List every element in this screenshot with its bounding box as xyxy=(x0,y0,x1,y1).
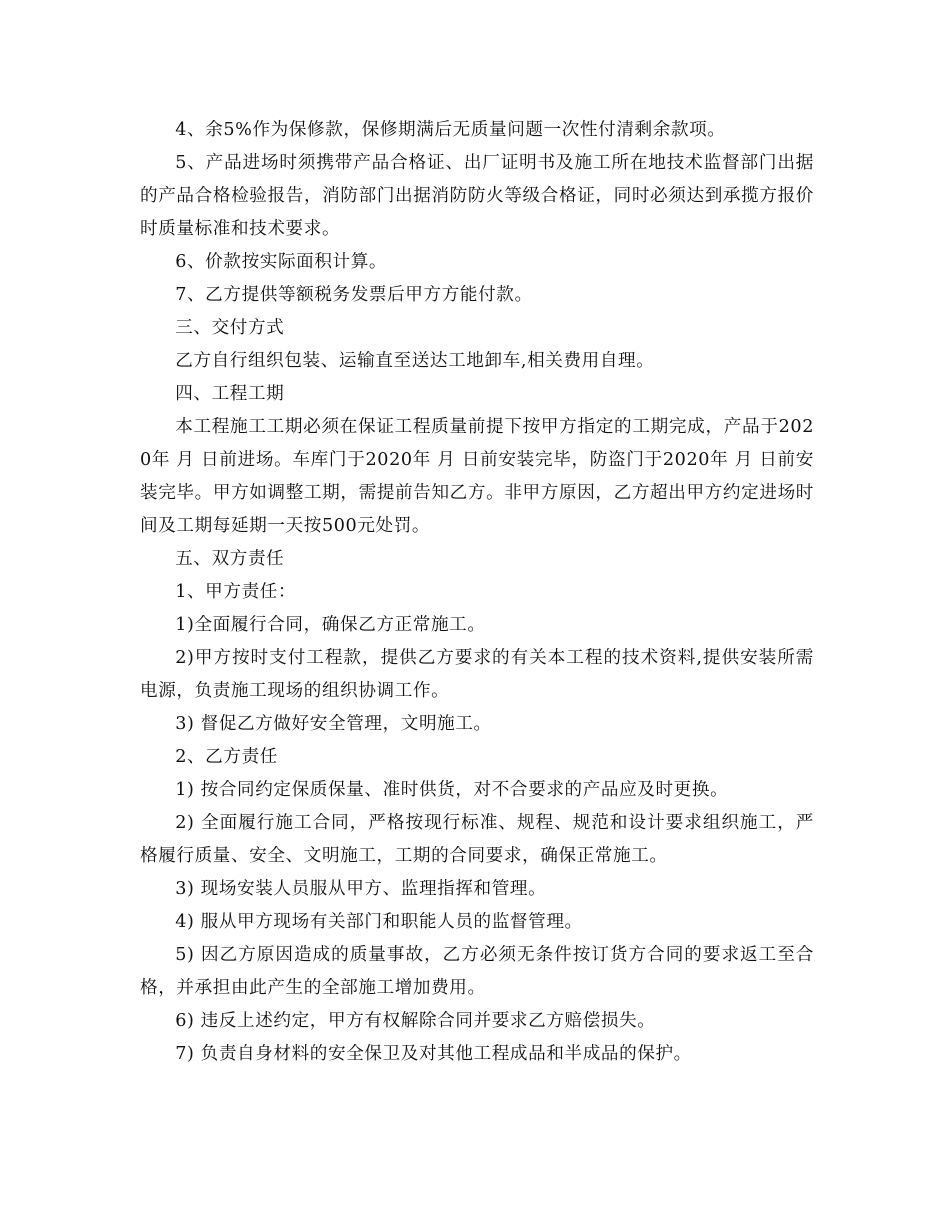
clause-product-certificates: 5、产品进场时须携带产品合格证、出厂证明书及施工所在地技术监督部门出据的产品合格检验报告，消防部门出据消防防火等级合格证，同时必须达到承揽方报价时质量标准和技术要求。 xyxy=(140,153,814,239)
clause-retention-payment: 4、余5%作为保修款，保修期满后无质量问题一次性付清剩余款项。 xyxy=(175,120,726,140)
clause-price-by-area: 6、价款按实际面积计算。 xyxy=(175,252,388,272)
party-b-item-7: 7) 负责自身材料的安全保卫及对其他工程成品和半成品的保护。 xyxy=(175,1044,692,1064)
party-a-item-3: 3) 督促乙方做好安全管理，文明施工。 xyxy=(175,714,492,734)
section-heading-schedule: 四、工程工期 xyxy=(175,384,285,404)
section-heading-delivery: 三、交付方式 xyxy=(175,318,285,338)
subheading-party-b: 2、乙方责任 xyxy=(175,747,278,767)
party-b-item-2: 2) 全面履行施工合同，严格按现行标准、规程、规范和设计要求组织施工，严格履行质量、安全、文明施工，工期的合同要求，确保正常施工。 xyxy=(140,813,814,866)
party-b-item-4: 4) 服从甲方现场有关部门和职能人员的监督管理。 xyxy=(175,912,583,932)
party-b-item-3: 3) 现场安装人员服从甲方、监理指挥和管理。 xyxy=(175,879,547,899)
party-b-item-6: 6) 违反上述约定，甲方有权解除合同并要求乙方赔偿损失。 xyxy=(175,1011,656,1031)
subheading-party-a: 1、甲方责任： xyxy=(175,582,297,602)
party-b-item-5: 5) 因乙方原因造成的质量事故，乙方必须无条件按订货方合同的要求返工至合格，并承担由此产生的全部施工增加费用。 xyxy=(140,945,814,998)
clause-schedule: 本工程施工工期必须在保证工程质量前提下按甲方指定的工期完成，产品于2020年 月 日前进场。车库门于2020年 月 日前安装完毕，防盗门于2020年 月 日前安装完毕。甲方如调整工期，需提前告知乙方。非甲方原因，乙方超出甲方约定进场时间及工期每延期一天按500元处罚。 xyxy=(140,417,814,536)
clause-delivery-method: 乙方自行组织包装、运输直至送达工地卸车,相关费用自理。 xyxy=(175,351,655,371)
party-a-item-1: 1)全面履行合同，确保乙方正常施工。 xyxy=(175,615,486,635)
party-a-item-2: 2)甲方按时支付工程款，提供乙方要求的有关本工程的技术资料,提供安装所需电源，负责施工现场的组织协调工作。 xyxy=(140,648,814,701)
clause-invoice-before-payment: 7、乙方提供等额税务发票后甲方方能付款。 xyxy=(175,285,533,305)
section-heading-responsibilities: 五、双方责任 xyxy=(175,549,285,569)
document-body xyxy=(140,114,814,1071)
party-b-item-1: 1) 按合同约定保质保量、准时供货，对不合要求的产品应及时更换。 xyxy=(175,780,729,800)
